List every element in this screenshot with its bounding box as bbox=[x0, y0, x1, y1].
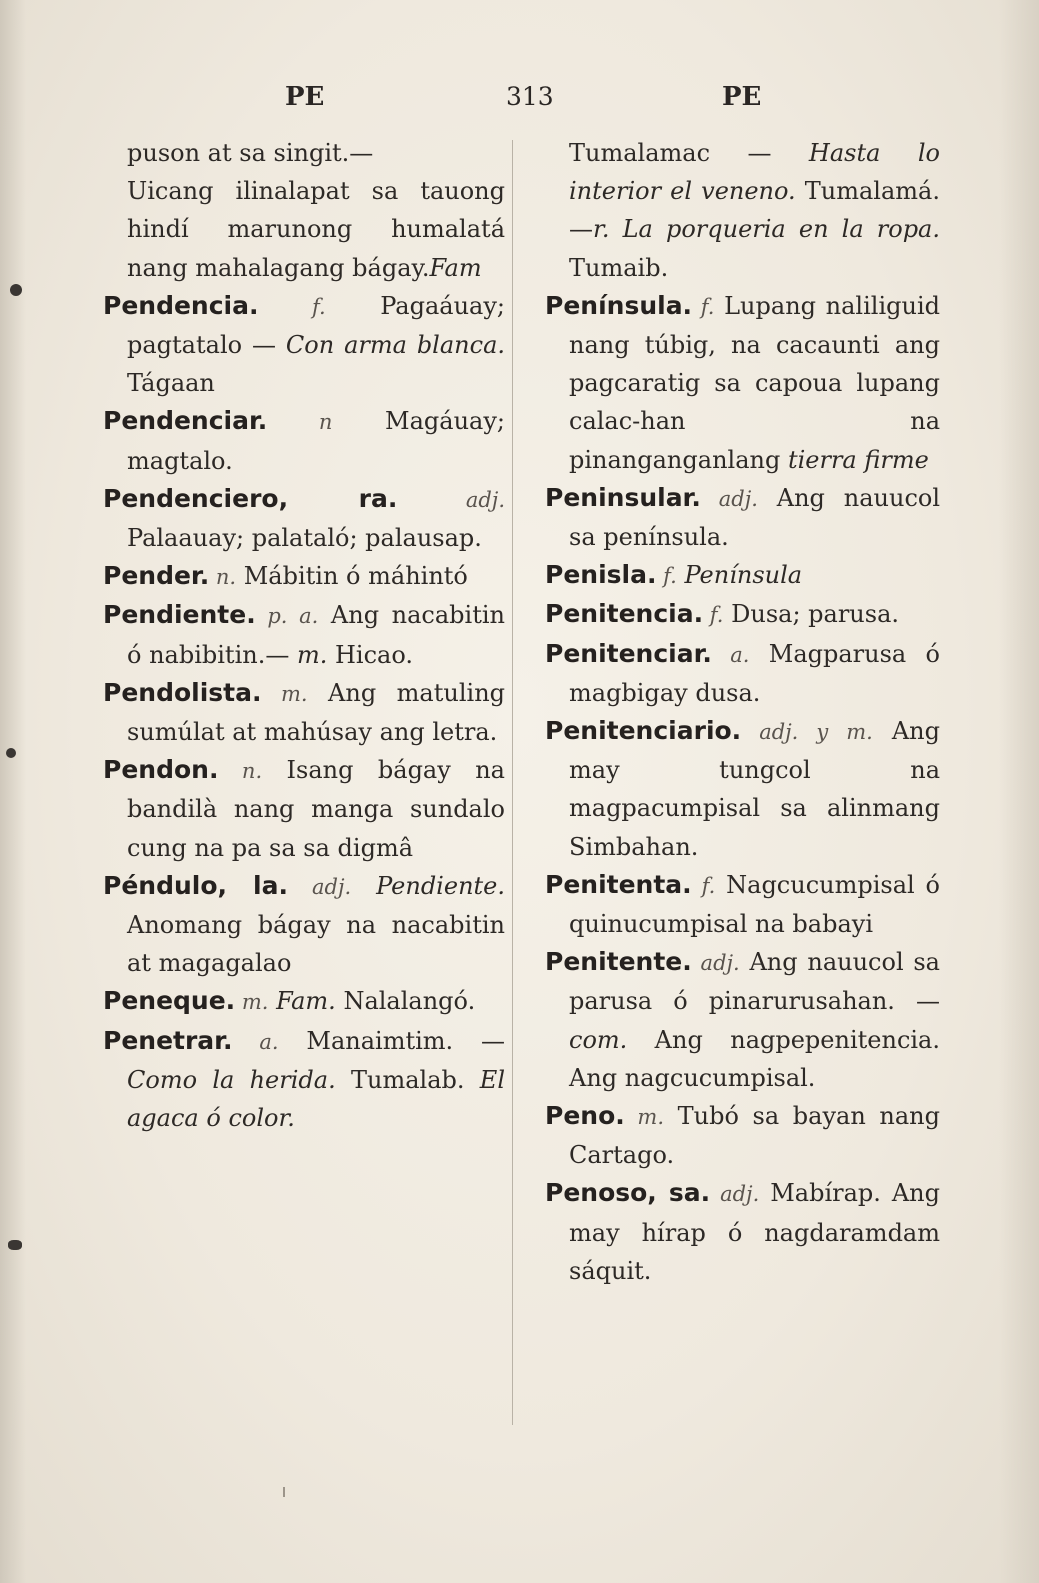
dictionary-entry bbox=[545, 1097, 940, 1174]
grammar-abbrev: m. bbox=[235, 990, 269, 1015]
definition-text: Tumalab. bbox=[335, 1065, 480, 1094]
definition-text: Ang nagpepenitencia. Ang nagcucumpisal. bbox=[569, 1025, 940, 1092]
definition-text: Magáuay; magtalo. bbox=[127, 407, 506, 475]
italic-gloss: Como la herida. bbox=[127, 1065, 336, 1094]
grammar-abbrev: adj. bbox=[700, 486, 758, 511]
grammar-abbrev: adj. y m. bbox=[741, 720, 873, 745]
headword: Pendenciero, ra. bbox=[103, 483, 398, 513]
headword: Penitenta. bbox=[545, 869, 692, 899]
headword: Pendencia. bbox=[103, 290, 259, 320]
entry-continuation bbox=[103, 172, 505, 287]
definition-text: Ang matuling sumúlat at mahúsay ang letra. bbox=[127, 678, 506, 747]
grammar-abbrev: adj. bbox=[397, 487, 505, 512]
definition-text: Mabírap. Ang may hírap ó nagdaramdam sáquit. bbox=[569, 1179, 941, 1285]
page-shadow-right bbox=[999, 0, 1039, 1583]
headword: Penitenciario. bbox=[545, 716, 742, 746]
definition-text: Tumalamá.— bbox=[569, 177, 940, 244]
dictionary-entry bbox=[103, 402, 505, 479]
definition-text: Nagcucumpisal ó quinucumpisal na babayi bbox=[569, 870, 941, 939]
right-column bbox=[545, 134, 940, 1290]
definition-text: Ang nacabitin ó nabibitin.— bbox=[127, 601, 505, 669]
dictionary-entry bbox=[545, 866, 940, 943]
dictionary-entry bbox=[545, 1174, 940, 1290]
definition-text: Lupang naliliguid nang túbig, na cacaunti ang pagcaratig sa capoua lupang calac-han na pinanganganlang bbox=[569, 291, 940, 474]
definition-text: Uicang ilinalapat sa tauong hindí marunong humalatá nang mahalagang bágay. bbox=[127, 177, 505, 282]
definition-text: puson at sa singit.— bbox=[127, 139, 374, 167]
italic-gloss: Hasta lo interior el veneno. bbox=[569, 139, 941, 206]
headword: Pendolista. bbox=[103, 677, 262, 707]
italic-gloss: m. bbox=[296, 640, 328, 669]
definition-text: Mábitin ó máhintó bbox=[236, 562, 468, 591]
dictionary-entry bbox=[103, 557, 505, 596]
definition-text: Dusa; parusa. bbox=[723, 600, 900, 629]
definition-text: Ang may tungcol na magpacumpisal sa alinmang Simbahan. bbox=[569, 717, 940, 861]
definition-text: Tubó sa bayan nang Cartago. bbox=[569, 1102, 941, 1170]
italic-gloss: Fam. bbox=[268, 987, 336, 1016]
italic-gloss: El agaca ó color. bbox=[127, 1065, 505, 1133]
page-number: 313 bbox=[506, 82, 554, 111]
grammar-abbrev: n. bbox=[218, 759, 263, 784]
headword: Peninsular. bbox=[545, 482, 701, 512]
dictionary-entry bbox=[545, 635, 940, 712]
binding-mark-icon bbox=[6, 748, 16, 758]
italic-gloss: r. La porqueria en la ropa. bbox=[593, 215, 940, 244]
headword: Pendiente. bbox=[103, 600, 256, 630]
dictionary-entry bbox=[545, 556, 940, 595]
definition-text: Hicao. bbox=[327, 640, 413, 669]
dictionary-entry bbox=[103, 287, 505, 403]
dictionary-entry bbox=[103, 982, 505, 1021]
grammar-abbrev: f. bbox=[692, 294, 715, 319]
entry-continuation bbox=[545, 134, 940, 287]
headword: Pender. bbox=[103, 561, 210, 591]
definition-text: Tumalamac — bbox=[569, 139, 809, 167]
definition-text: Ang nauucol sa península. bbox=[569, 483, 941, 552]
grammar-abbrev: p. a. bbox=[255, 604, 319, 629]
dictionary-entry bbox=[103, 751, 505, 867]
page-header bbox=[0, 82, 1039, 122]
grammar-abbrev: adj. bbox=[691, 951, 740, 976]
grammar-abbrev: n bbox=[267, 410, 333, 435]
definition-text: Manaimtim. — bbox=[278, 1026, 506, 1055]
grammar-abbrev: n. bbox=[209, 565, 237, 590]
headword: Penitente. bbox=[545, 947, 692, 977]
definition-text: Magparusa ó magbigay dusa. bbox=[569, 639, 940, 707]
headword: Penitencia. bbox=[545, 599, 704, 629]
headword: Penitenciar. bbox=[545, 638, 712, 668]
binding-mark-icon bbox=[8, 1240, 22, 1250]
definition-text: Pagaáuay; pagtatalo — bbox=[127, 291, 505, 360]
dictionary-entry bbox=[545, 287, 940, 479]
grammar-abbrev: f. bbox=[703, 603, 724, 628]
headword: Penoso, sa. bbox=[545, 1178, 711, 1208]
grammar-abbrev: adj. bbox=[287, 874, 352, 899]
headword: Penetrar. bbox=[103, 1025, 233, 1055]
page-shadow-left bbox=[0, 0, 26, 1583]
headword: Pendenciar. bbox=[103, 406, 268, 436]
grammar-abbrev: m. bbox=[624, 1105, 665, 1130]
definition-text: Anomang bágay na nacabitin at magagalao bbox=[127, 911, 505, 978]
definition-text: Ang nauucol sa parusa ó pinarurusahan. — bbox=[569, 948, 940, 1016]
grammar-abbrev: m. bbox=[261, 681, 308, 706]
dictionary-entry bbox=[545, 712, 940, 866]
column-divider bbox=[512, 140, 513, 1425]
definition-text: Tágaan bbox=[127, 369, 215, 398]
italic-gloss: com. bbox=[569, 1025, 628, 1054]
entry-continuation bbox=[103, 134, 505, 172]
grammar-abbrev: a. bbox=[232, 1029, 279, 1054]
headword: Péndulo, la. bbox=[103, 870, 288, 900]
header-right-guide: PE bbox=[722, 82, 762, 112]
dictionary-entry bbox=[545, 595, 940, 634]
paper-speck bbox=[283, 1487, 285, 1497]
grammar-abbrev: f. bbox=[656, 564, 677, 589]
headword: Penisla. bbox=[545, 560, 657, 590]
dictionary-entry bbox=[103, 674, 505, 751]
grammar-abbrev: f. bbox=[691, 873, 716, 898]
grammar-abbrev: a. bbox=[711, 642, 750, 667]
definition-text: Isang bágay na bandilà nang manga sundalo cung na pa sa sa digmâ bbox=[127, 756, 505, 862]
italic-gloss: tierra firme bbox=[787, 445, 929, 474]
dictionary-entry bbox=[103, 867, 505, 983]
definition-text: Nalalangó. bbox=[335, 987, 476, 1016]
italic-gloss: Con arma blanca. bbox=[285, 331, 506, 360]
binding-mark-icon bbox=[10, 284, 22, 296]
italic-gloss: Península bbox=[676, 561, 803, 590]
grammar-abbrev: f. bbox=[258, 294, 326, 319]
grammar-abbrev: adj. bbox=[710, 1182, 760, 1207]
dictionary-entry bbox=[103, 596, 505, 673]
italic-gloss: Pendiente. bbox=[351, 871, 505, 900]
header-left-guide: PE bbox=[285, 82, 325, 112]
definition-text: Palaauay; palataló; palausap. bbox=[127, 524, 482, 553]
headword: Pendon. bbox=[103, 755, 219, 785]
dictionary-entry bbox=[545, 943, 940, 1097]
definition-text: Tumaib. bbox=[569, 253, 669, 282]
left-column bbox=[103, 134, 505, 1137]
headword: Peneque. bbox=[103, 986, 236, 1016]
headword: Península. bbox=[545, 290, 693, 320]
dictionary-entry bbox=[103, 1022, 505, 1138]
headword: Peno. bbox=[545, 1101, 625, 1131]
italic-gloss: Fam bbox=[429, 253, 482, 282]
dictionary-entry bbox=[545, 479, 940, 556]
dictionary-entry bbox=[103, 480, 505, 557]
